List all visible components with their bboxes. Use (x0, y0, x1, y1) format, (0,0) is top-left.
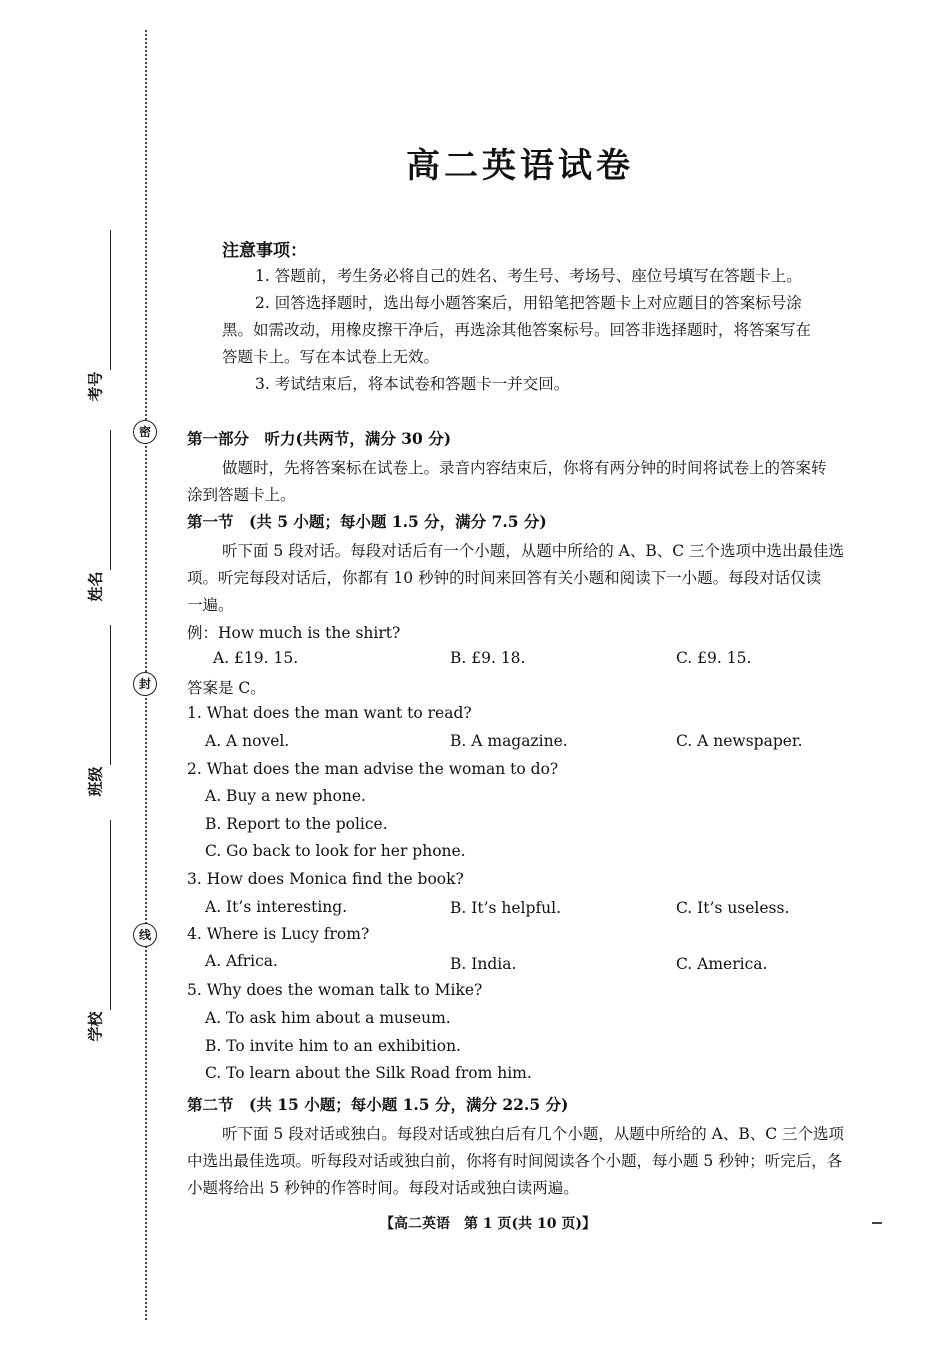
page-title: 高二英语试卷 (406, 146, 634, 186)
q1-option-b[interactable]: B. A magazine. (450, 732, 568, 750)
section1-intro: 听下面 5 段对话。每段对话后有一个小题，从题中所给的 A、B、C 三个选项中选出最佳选 (222, 542, 845, 560)
q2-option-a[interactable]: A. Buy a new phone. (205, 787, 366, 805)
section2-intro: 小题将给出 5 秒钟的作答时间。每段对话或独白读两遍。 (187, 1179, 579, 1197)
seal-feng: 封 (133, 672, 157, 696)
q2-option-c[interactable]: C. Go back to look for her phone. (205, 842, 466, 860)
example-option-c: C. £9. 15. (676, 649, 752, 667)
example-answer: 答案是 C。 (187, 679, 266, 697)
notice-line: 1. 答题前，考生务必将自己的姓名、考生号、考场号、座位号填写在答题卡上。 (255, 267, 802, 285)
question-1: 1. What does the man want to read? (187, 704, 472, 722)
school-label: 学校 (86, 1011, 105, 1042)
part1-heading: 第一部分 听力(共两节，满分 30 分) (187, 429, 452, 448)
seal-mi: 密 (133, 420, 157, 444)
example-option-b: B. £9. 18. (450, 649, 526, 667)
q4-option-a[interactable]: A. Africa. (205, 952, 278, 970)
corner-mark (872, 1222, 882, 1224)
part1-intro: 涂到答题卡上。 (187, 486, 296, 504)
notice-line: 黑。如需改动，用橡皮擦干净后，再选涂其他答案标号。回答非选择题时，将答案写在 (222, 321, 812, 339)
q3-option-a[interactable]: A. It’s interesting. (205, 898, 348, 916)
part1-intro: 做题时，先将答案标在试卷上。录音内容结束后，你将有两分钟的时间将试卷上的答案转 (222, 459, 827, 477)
name-line (110, 430, 111, 570)
exam-number-field[interactable] (80, 230, 112, 410)
q4-option-b[interactable]: B. India. (450, 955, 517, 973)
school-field[interactable] (80, 820, 112, 1050)
q2-option-b[interactable]: B. Report to the police. (205, 815, 388, 833)
question-4: 4. Where is Lucy from? (187, 925, 370, 943)
section1-heading: 第一节 (共 5 小题；每小题 1.5 分，满分 7.5 分) (187, 512, 547, 531)
question-2: 2. What does the man advise the woman to do? (187, 760, 559, 778)
section2-intro: 中选出最佳选项。听每段对话或独白前，你将有时间阅读各个小题，每小题 5 秒钟；听完后，各 (187, 1152, 843, 1170)
q4-option-c[interactable]: C. America. (676, 955, 768, 973)
school-line (110, 820, 111, 1010)
q5-option-b[interactable]: B. To invite him to an exhibition. (205, 1037, 461, 1055)
question-3: 3. How does Monica find the book? (187, 870, 464, 888)
exam-number-label: 考号 (86, 371, 105, 402)
notice-line: 2. 回答选择题时，选出每小题答案后，用铅笔把答题卡上对应题目的答案标号涂 (255, 294, 802, 312)
q1-option-c[interactable]: C. A newspaper. (676, 732, 803, 750)
class-label: 班级 (86, 766, 105, 797)
example-question: 例：How much is the shirt? (187, 624, 401, 642)
notice-heading: 注意事项： (222, 241, 307, 261)
page-footer: 【高二英语 第 1 页(共 10 页)】 (380, 1216, 596, 1232)
class-line (110, 625, 111, 765)
class-field[interactable] (80, 625, 112, 805)
section2-heading: 第二节 (共 15 小题；每小题 1.5 分，满分 22.5 分) (187, 1095, 569, 1114)
q3-option-b[interactable]: B. It’s helpful. (450, 899, 562, 917)
notice-line: 3. 考试结束后，将本试卷和答题卡一并交回。 (255, 375, 570, 393)
name-label: 姓名 (86, 571, 105, 602)
exam-number-line (110, 230, 111, 370)
q3-option-c[interactable]: C. It’s useless. (676, 899, 790, 917)
example-option-a: A. £19. 15. (213, 649, 299, 667)
q5-option-c[interactable]: C. To learn about the Silk Road from him. (205, 1064, 532, 1082)
seal-xian: 线 (133, 923, 157, 947)
notice-line: 答题卡上。写在本试卷上无效。 (222, 348, 440, 366)
q5-option-a[interactable]: A. To ask him about a museum. (205, 1009, 451, 1027)
section1-intro: 一遍。 (187, 596, 234, 614)
question-5: 5. Why does the woman talk to Mike? (187, 981, 483, 999)
section2-intro: 听下面 5 段对话或独白。每段对话或独白后有几个小题，从题中所给的 A、B、C 三个选项 (222, 1125, 845, 1143)
section1-intro: 项。听完每段对话后，你都有 10 秒钟的时间来回答有关小题和阅读下一小题。每段对话仅读 (187, 569, 822, 587)
name-field[interactable] (80, 430, 112, 610)
q1-option-a[interactable]: A. A novel. (205, 732, 290, 750)
